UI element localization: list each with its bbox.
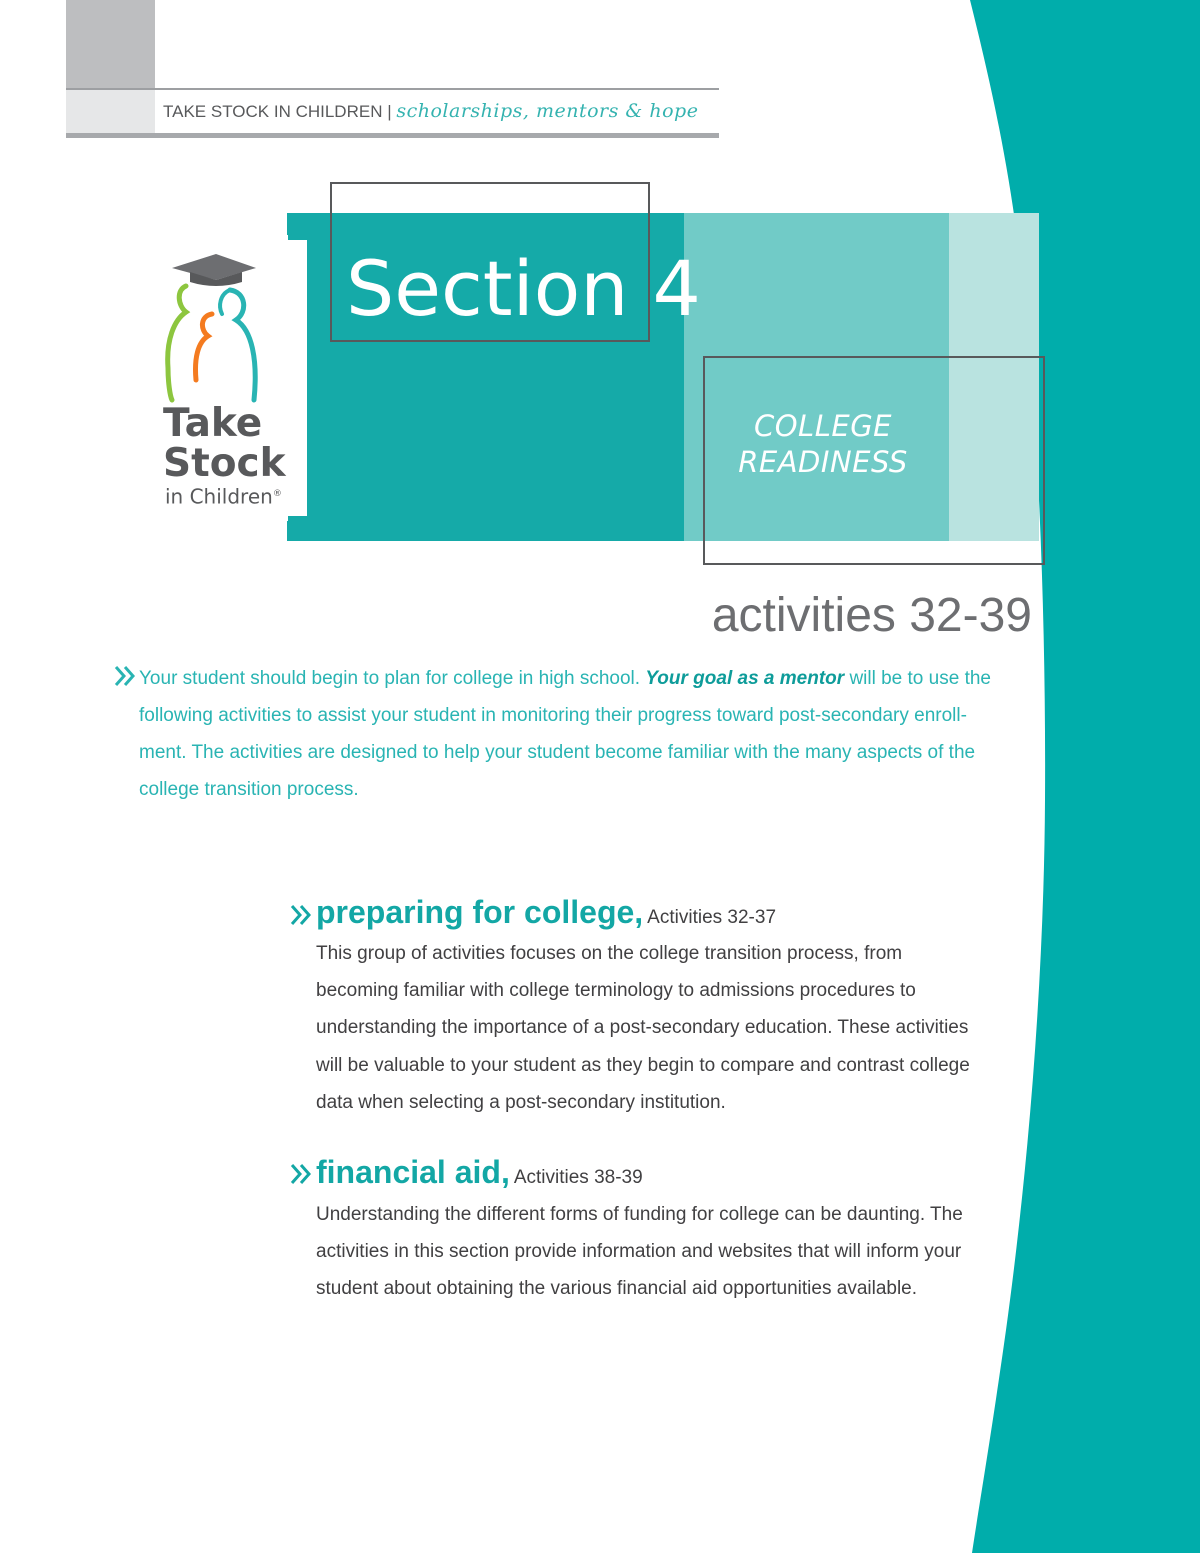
section-heading-activities: Activities 32-37 [647,907,777,928]
logo-bracket-top [288,235,307,240]
section-heading-activities: Activities 38-39 [513,1167,643,1188]
section-heading-title: financial aid, [316,1154,510,1190]
logo-word-stock: Stock [163,441,286,486]
activities-range-heading: activities 32-39 [711,589,1032,642]
logo-word-in-children [165,483,282,508]
intro-text-start: Your student should begin to plan for college in high school. [139,668,646,689]
logo-line3-text: in Children [165,484,273,509]
logo-registered-mark: ® [272,489,282,499]
intro-emphasis: Your goal as a mentor [645,668,845,689]
header-separator: | [387,102,392,121]
header-gray-block [66,0,155,90]
header-rule-top [66,88,719,90]
section-body-financial-aid: Understanding the different forms of funding for college can be daunting. The activities in this section provide information and websites that will inform your student about obtaining the various financial aid opportunities available. [316,1204,963,1300]
topic-title-line2: READINESS [738,445,908,479]
logo-word-take: Take [163,401,263,446]
topic-title-line1: COLLEGE [753,409,892,443]
header-tagline: scholarships, mentors & hope [396,100,699,122]
header-org-name: TAKE STOCK IN CHILDREN [163,102,383,121]
double-chevron-right-icon [114,664,136,688]
header-title [163,100,698,122]
logo-figure-icon [160,250,270,410]
section-body-preparing: This group of activities focuses on the college transition process, from becoming familiar with college terminology to admissions procedures to understanding the importance of a post-secondary education. These activities will be valuable to your student as they begin to compare and contrast college data when selecting a post-secondary institution. [316,943,970,1113]
double-chevron-right-icon [290,1163,312,1185]
topic-title [705,408,941,480]
section-heading-financial-aid [316,1154,643,1191]
intro-text-end: will be to use the following activities to assist your student in monitoring their progress toward post-secondary enroll-ment. The activities are designed to help your student become familiar with the many aspects of the college transition process. [139,668,991,800]
header-light-block [66,90,155,134]
header-rule-bottom [66,133,719,138]
logo-bracket-bottom [288,516,307,521]
intro-paragraph [139,660,1009,808]
section-title: Section 4 [346,244,701,333]
section-heading-title: preparing for college, [316,894,644,930]
double-chevron-right-icon [290,904,312,926]
section-heading-preparing [316,894,776,931]
